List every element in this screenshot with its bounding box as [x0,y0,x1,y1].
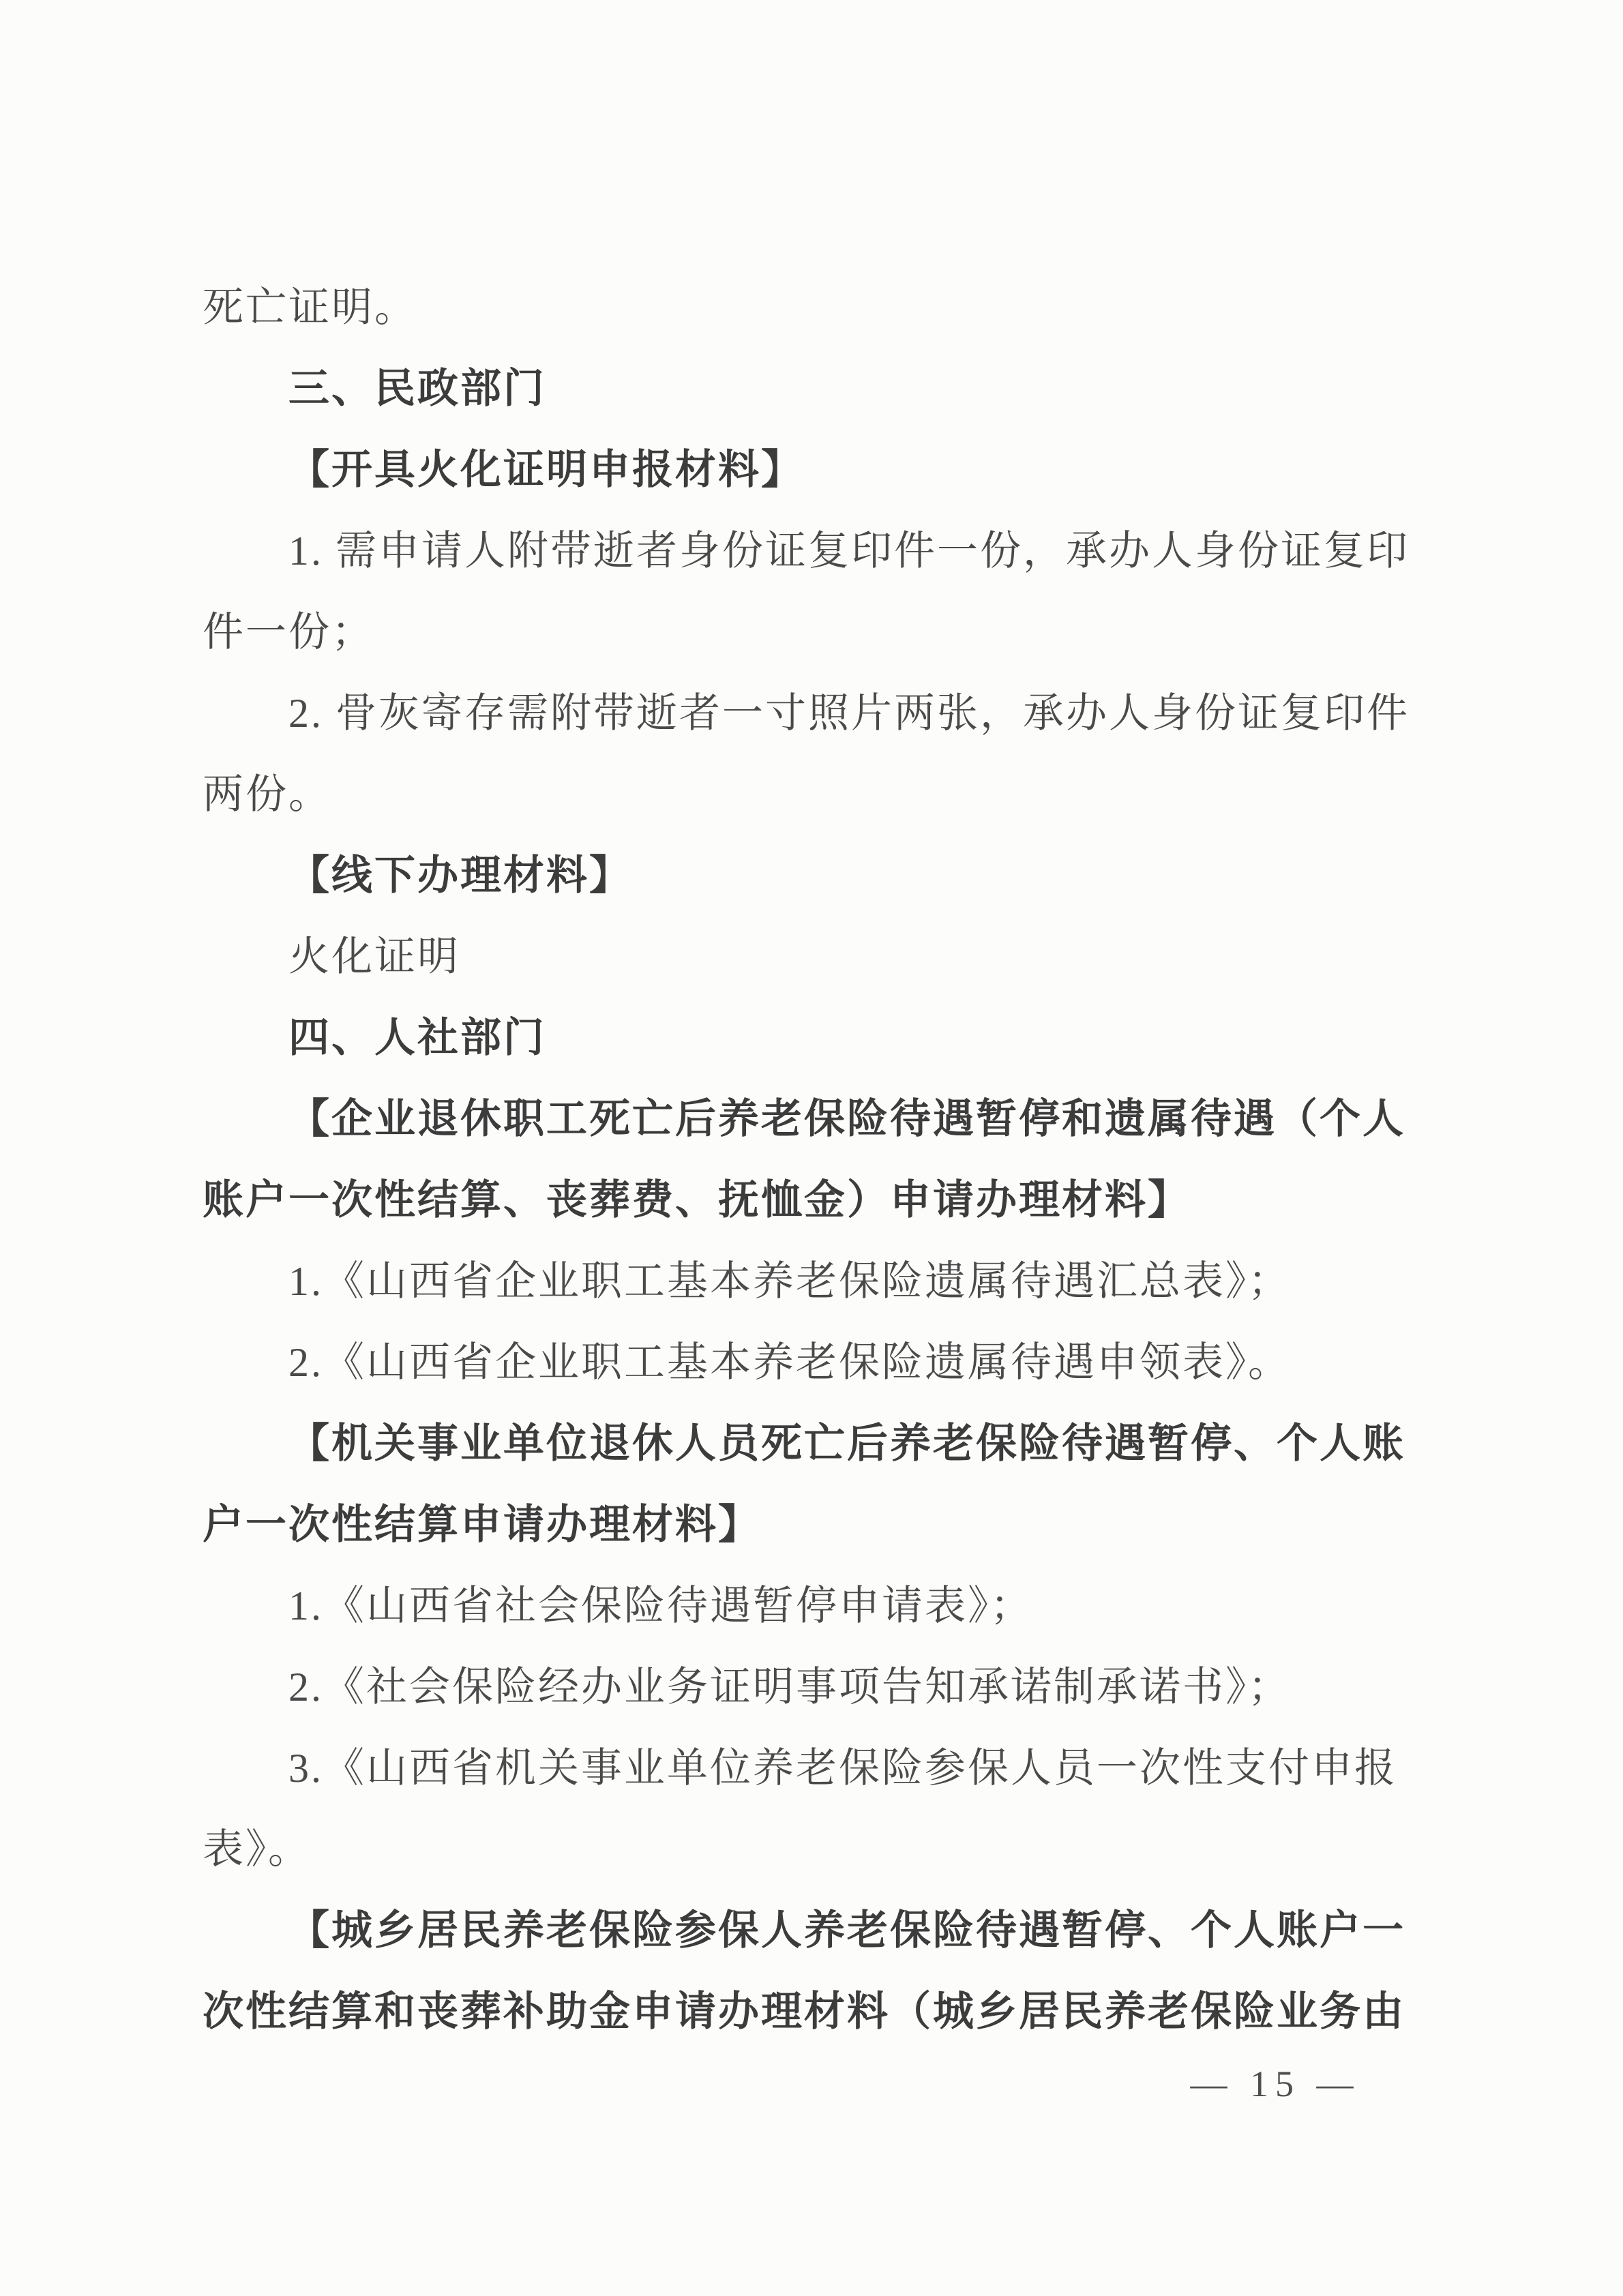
bracket-heading-offline-materials: 【线下办理材料】 [288,853,632,898]
list-item-1-suspension-form: 1.《山西省社会保险待遇暂停申请表》； [288,1583,1033,1628]
bracket-heading-enterprise-continuation: 账户一次性结算、丧葬费、抚恤金）申请办理材料】 [203,1178,1191,1223]
document-text-block [203,267,1423,2053]
paragraph-line-cremation-certificate: 火化证明 [288,934,460,979]
paragraph-line-continuation: 两份。 [203,772,331,817]
list-item-2-claim-form: 2.《山西省企业职工基本养老保险遗属待遇申领表》。 [288,1340,1291,1385]
list-item-3-one-time-payment-form: 3.《山西省机关事业单位养老保险参保人员一次性支付申报 [288,1746,1397,1791]
section-heading-human-resources: 四、人社部门 [288,1015,546,1060]
page-number: — 15 — [1190,2063,1360,2104]
list-item-1-summary-form: 1.《山西省企业职工基本养老保险遗属待遇汇总表》； [288,1259,1291,1304]
list-item-2-commitment-letter: 2.《社会保险经办业务证明事项告知承诺制承诺书》； [288,1665,1291,1710]
bracket-heading-urban-rural-continuation: 次性结算和丧葬补助金申请办理材料（城乡居民养老保险业务由 [203,1989,1405,2034]
bracket-heading-institution-continuation: 户一次性结算申请办理材料】 [203,1502,761,1547]
bracket-heading-institution-retiree: 【机关事业单位退休人员死亡后养老保险待遇暂停、个人账 [288,1421,1405,1466]
list-item-1-applicant-id-copy: 1. 需申请人附带逝者身份证复印件一份，承办人身份证复印 [288,528,1410,573]
bracket-heading-enterprise-retiree: 【企业退休职工死亡后养老保险待遇暂停和遗属待遇（个人 [288,1097,1405,1142]
paragraph-line-continuation: 件一份； [203,610,374,655]
paragraph-line-continuation: 表》。 [203,1827,311,1872]
list-item-2-ashes-storage-photo: 2. 骨灰寄存需附带逝者一寸照片两张，承办人身份证复印件 [288,691,1410,736]
paragraph-line-death-certificate: 死亡证明。 [203,285,417,330]
section-heading-civil-affairs: 三、民政部门 [288,366,546,411]
bracket-heading-urban-rural-residents: 【城乡居民养老保险参保人养老保险待遇暂停、个人账户一 [288,1908,1405,1953]
bracket-heading-cremation-application: 【开具火化证明申报材料】 [288,447,804,492]
